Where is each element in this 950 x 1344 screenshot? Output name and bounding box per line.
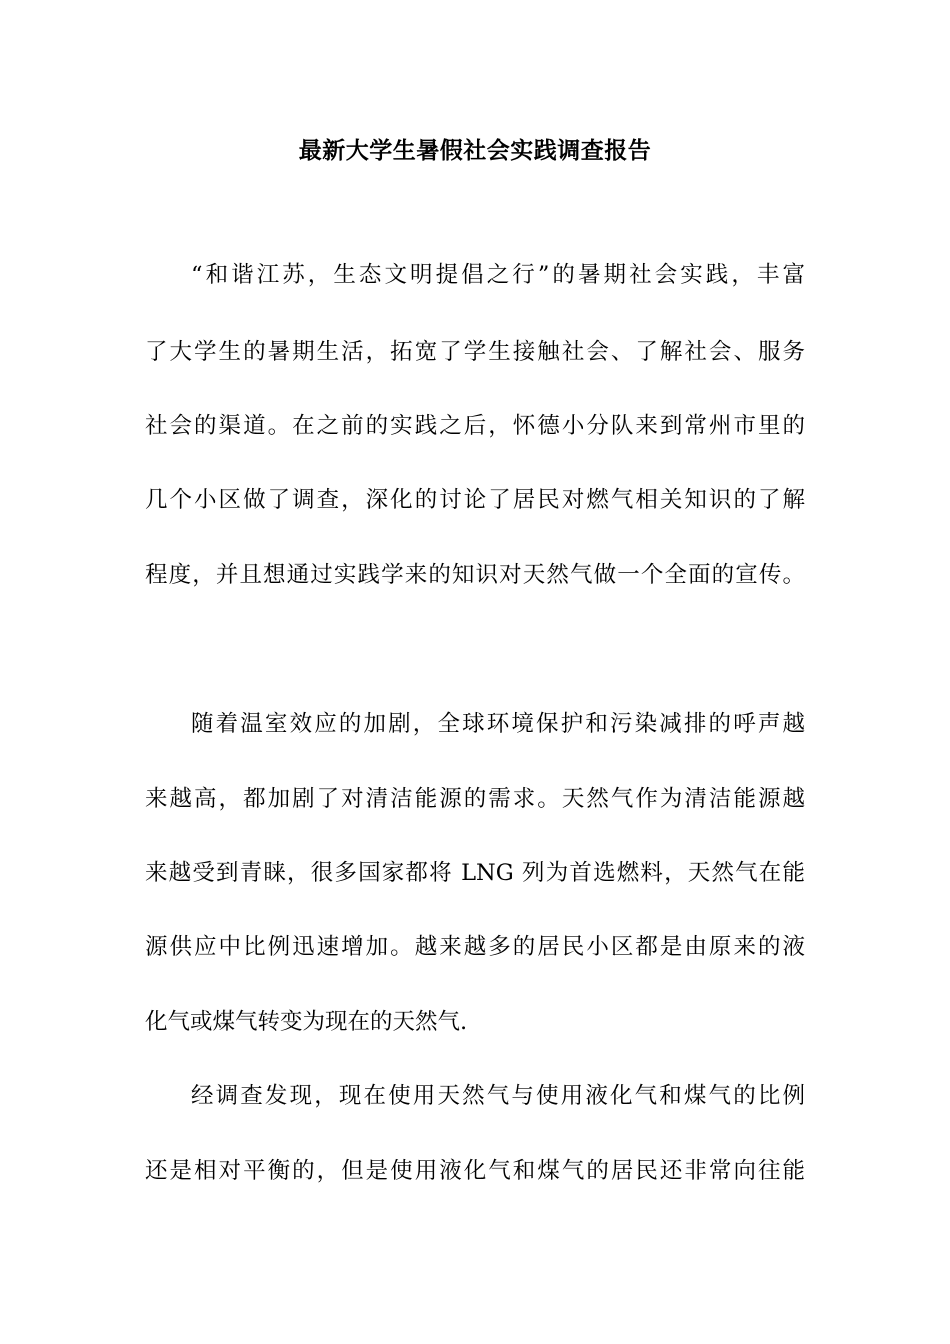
page-title: 最新大学生暑假社会实践调查报告 (298, 138, 652, 164)
paragraph-1-line-1: “和谐江苏，生态文明提倡之行”的暑期社会实践，丰富 (191, 262, 805, 288)
paragraph-3-line-2: 还是相对平衡的，但是使用液化气和煤气的居民还非常向往能 (145, 1158, 805, 1184)
paragraph-2-line-3: 来越受到青睐，很多国家都将 LNG 列为首选燃料，天然气在能 (145, 860, 805, 886)
paragraph-3-line-1: 经调查发现，现在使用天然气与使用液化气和煤气的比例 (191, 1083, 805, 1109)
paragraph-1-line-4: 几个小区做了调查，深化的讨论了居民对燃气相关知识的了解 (145, 487, 805, 513)
paragraph-1-line-2: 了大学生的暑期生活，拓宽了学生接触社会、了解社会、服务 (145, 339, 805, 365)
paragraph-2-line-5: 化气或煤气转变为现在的天然气. (145, 1009, 468, 1035)
paragraph-2-line-4: 源供应中比例迅速增加。越来越多的居民小区都是由原来的液 (145, 934, 805, 960)
paragraph-2-line-1: 随着温室效应的加剧，全球环境保护和污染减排的呼声越 (191, 711, 805, 737)
paragraph-2-line-2: 来越高，都加剧了对清洁能源的需求。天然气作为清洁能源越 (145, 786, 805, 812)
paragraph-1-line-3: 社会的渠道。在之前的实践之后，怀德小分队来到常州市里的 (145, 413, 805, 439)
paragraph-1-line-5: 程度，并且想通过实践学来的知识对天然气做一个全面的宣传。 (145, 562, 805, 588)
